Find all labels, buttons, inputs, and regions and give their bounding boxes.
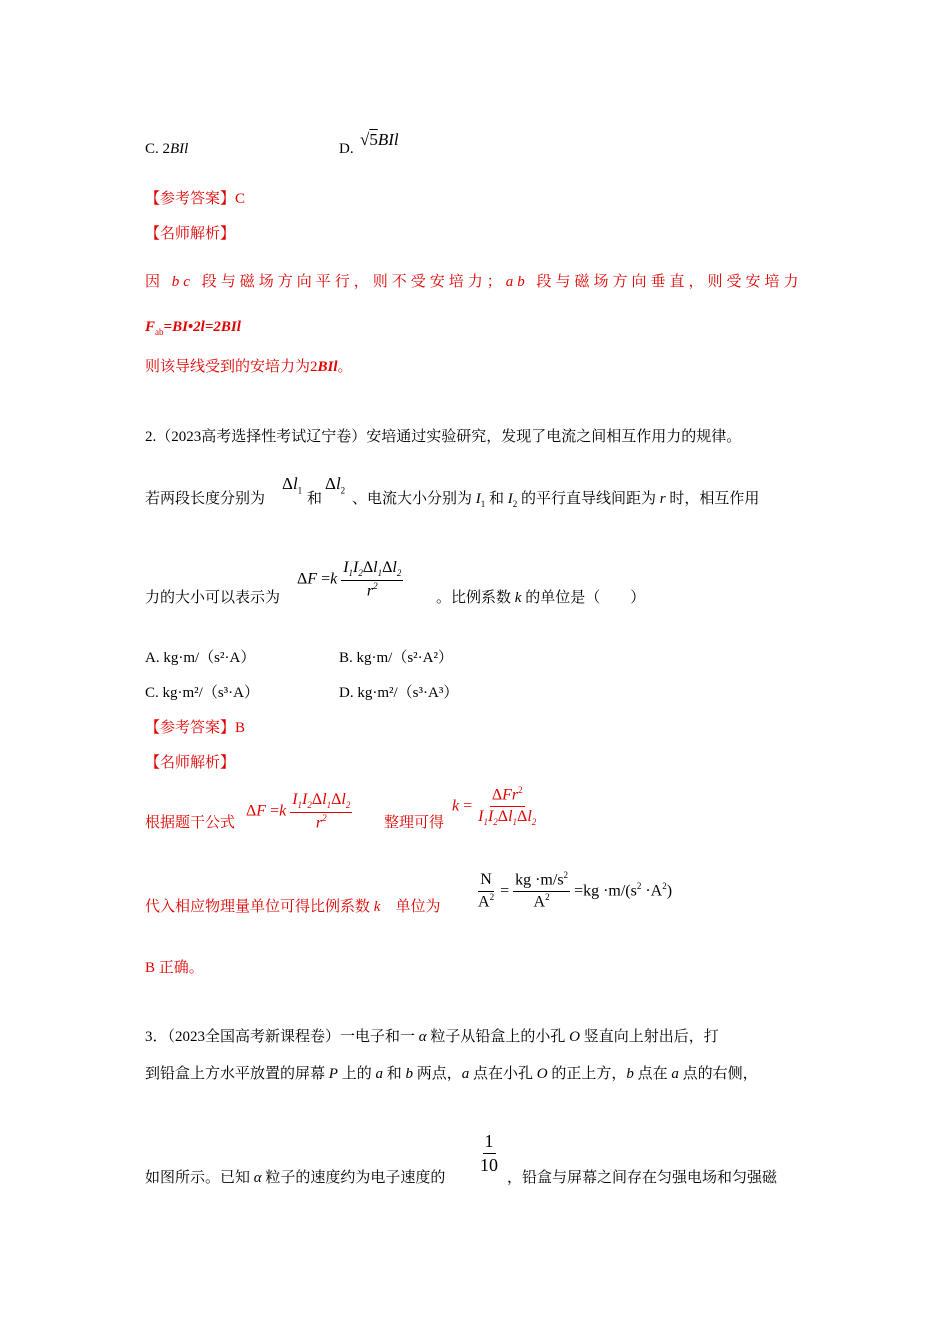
q1-analysis-line1: 因 bc 段与磁场方向平行，则不受安培力；ab 段与磁场方向垂直，则受安培力	[145, 274, 803, 290]
q1-analysis-formula: $F_{ab}=BI•2l=2BIl$	[145, 319, 241, 337]
q2-stem-line3b: 。比例系数 k 的单位是（ ）	[436, 590, 646, 606]
delta-l1-symbol: $\Delta l_1$	[282, 474, 303, 496]
q2-stem-line2c: 、电流大小分别为 $I_1$ 和 $I_2$ 的平行直导线间距为 r 时，相互作用	[352, 491, 760, 509]
one-tenth-fraction	[478, 1130, 500, 1178]
q3-line2: 到铅盒上方水平放置的屏幕 P 上的 a 和 b 两点，a 点在小孔 O 的正上方，b 点在 a 点的右侧，	[145, 1066, 758, 1082]
q1-analysis-line3: 则该导线受到的安培力为2BIl。	[145, 359, 353, 375]
q2-analysis-line1a: 根据题干公式	[145, 815, 236, 831]
q1-analysis-title: 【名师解析】	[145, 226, 236, 242]
q2-option-b: B. kg·m/（s²·A²）	[339, 650, 453, 666]
q2-stem-line2b: 和	[307, 491, 323, 507]
fraction-denominator: 10	[480, 1155, 498, 1176]
q2-answer: 【参考答案】B	[145, 720, 246, 736]
q2-analysis-title: 【名师解析】	[145, 755, 236, 771]
option-d-label: D.	[339, 141, 354, 157]
option-c: C. 2BIl	[145, 141, 189, 157]
analysis-force-formula: ΔF =k $\frac{I_1I_2\Delta l_1\Delta l_2}{r^2}$	[246, 791, 351, 832]
q2-analysis-line3: B 正确。	[145, 960, 204, 976]
q2-option-d: D. kg·m²/（s³·A³）	[339, 685, 459, 701]
q3-line1: 3．（2023全国高考新课程卷）一电子和一 α 粒子从铅盒上的小孔 O 竖直向上射出后，打	[145, 1029, 719, 1045]
q2-stem-line3a: 力的大小可以表示为	[145, 590, 281, 606]
q2-analysis-line1b: 整理可得	[384, 815, 445, 831]
q2-option-a: A. kg·m/（s²·A）	[145, 650, 256, 666]
fraction-numerator: 1	[483, 1130, 496, 1154]
q1-answer: 【参考答案】C	[145, 191, 246, 207]
q2-analysis-line2: 代入相应物理量单位可得比例系数 k 单位为	[145, 899, 441, 915]
q2-stem-line1: 2.（2023高考选择性考试辽宁卷）安培通过实验研究，发现了电流之间相互作用力的规律。	[145, 429, 742, 445]
q2-stem-line2a: 若两段长度分别为	[145, 491, 266, 507]
force-formula: ΔF =k $\frac{I_1I_2\Delta l_1\Delta l_2}{r^2}$	[297, 559, 402, 600]
delta-l2-symbol: $\Delta l_2$	[325, 474, 346, 496]
unit-formula: $\frac{N}{A^2}$ = $\frac{kg \cdot m/s^2}{A^2}$ $=kg \cdot m/(s^2 \cdot A^2)$	[478, 870, 673, 911]
q3-line3b: ，铅盒与屏幕之间存在匀强电场和匀强磁	[507, 1170, 778, 1186]
q2-option-c: C. kg·m²/（s³·A）	[145, 685, 259, 701]
q3-line3a: 如图所示。已知 α 粒子的速度约为电子速度的	[145, 1170, 446, 1186]
option-d-formula: √5BIl	[360, 130, 399, 149]
k-formula: k = $\frac{\Delta Fr^2}{I_1I_2\Delta l_1\Delta l_2}$	[452, 785, 537, 828]
